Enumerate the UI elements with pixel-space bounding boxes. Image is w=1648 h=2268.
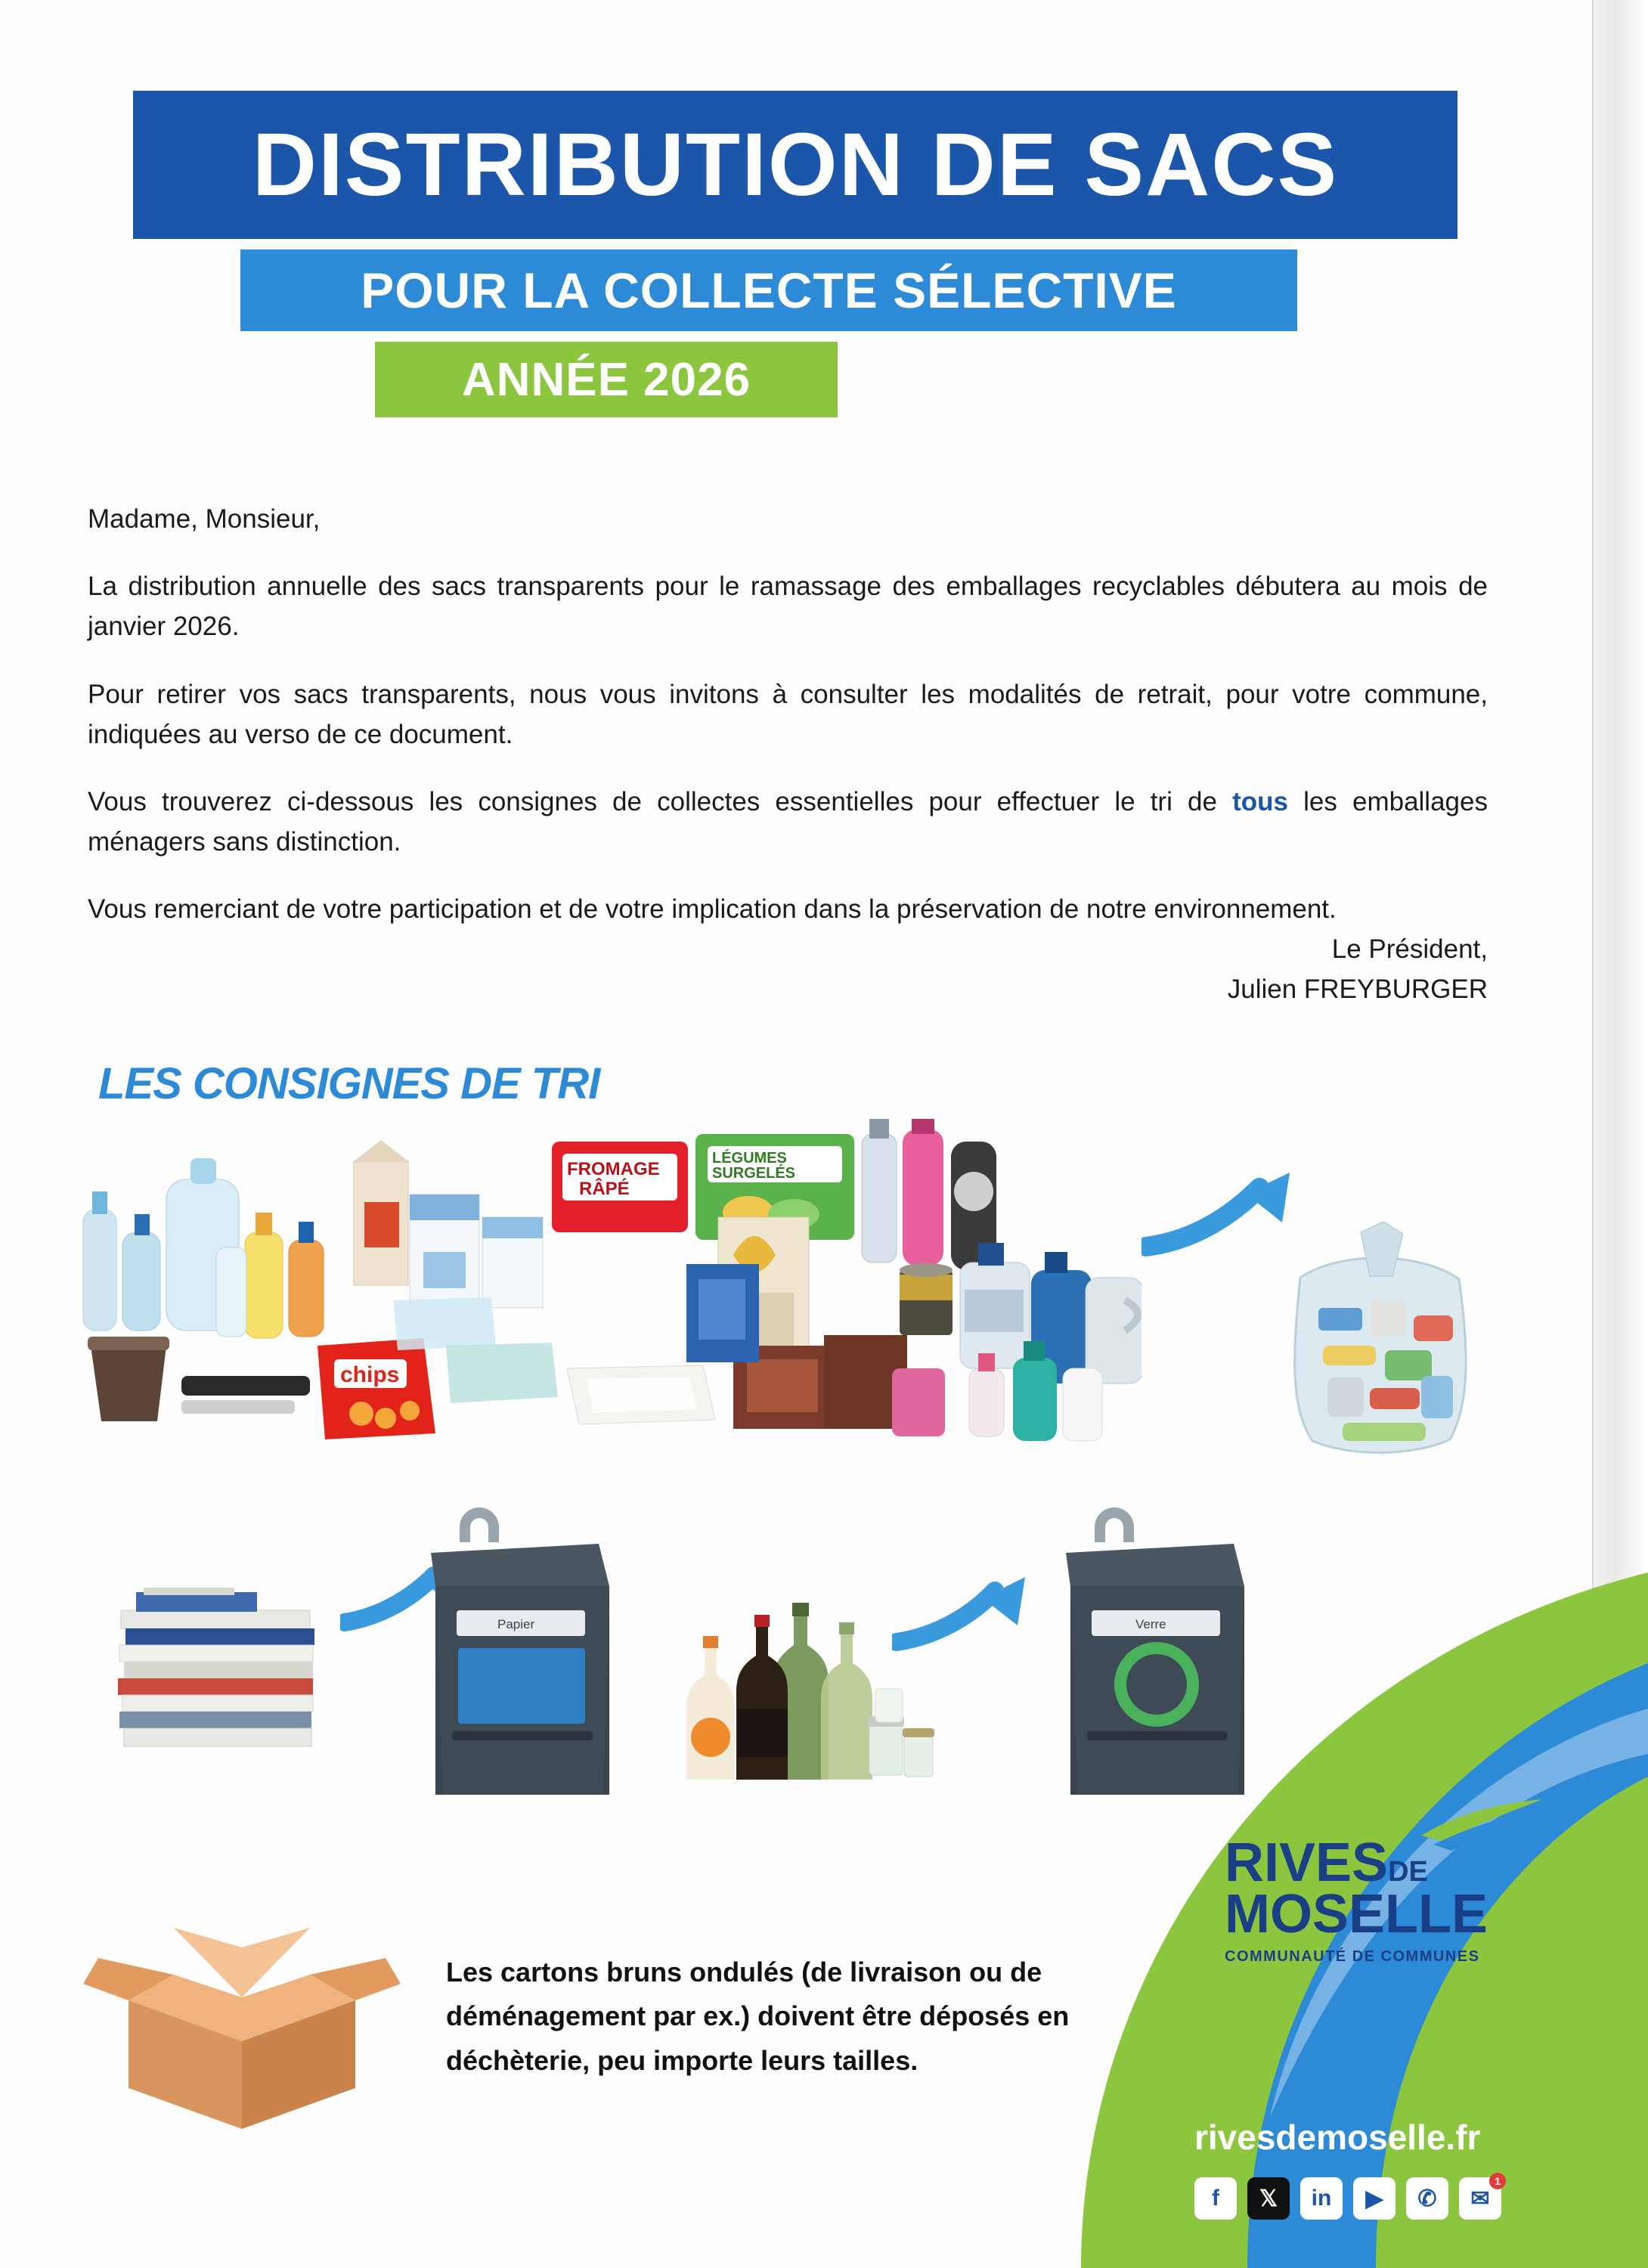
brand-de-text: DE <box>1388 1856 1428 1888</box>
letter-paragraph-3-before: Vous trouverez ci-dessous les consignes de collectes essentielles pour effectuer le tri de <box>88 786 1233 816</box>
cardboard-box-illustration <box>83 1928 401 2139</box>
newspapers-magazines-illustration <box>113 1588 340 1761</box>
page-subtitle: POUR LA COLLECTE SÉLECTIVE <box>361 262 1177 318</box>
letter-paragraph-3-after: les emballages ménagers sans distinction. <box>88 786 1488 857</box>
svg-text:LÉGUMES: LÉGUMES <box>712 1150 787 1167</box>
signature-name: Julien FREYBURGER <box>1227 974 1488 1004</box>
brand-logo <box>1225 1833 1497 1966</box>
letter-paragraph-2: Pour retirer vos sacs transparents, nous vous invitons à consulter les modalités de retrait, pour votre commune, indiquées au verso de ce document. <box>88 679 1488 749</box>
signature-role: Le Président, <box>1331 934 1488 964</box>
glass-bin-label-text: Verre <box>1135 1617 1166 1631</box>
section-title-consignes: LES CONSIGNES DE TRI <box>98 1059 600 1108</box>
brand-website[interactable]: rivesdemoselle.fr <box>1194 2118 1481 2157</box>
brand-name-line2: MOSELLE <box>1225 1884 1488 1945</box>
letter-emphasis-tous: tous <box>1232 786 1288 816</box>
svg-text:RÂPÉ: RÂPÉ <box>579 1179 630 1199</box>
letter-paragraph-4: Vous remerciant de votre participation et de votre implication dans la préservation de notre environnement. <box>88 894 1337 925</box>
paper-collection-bin-illustration <box>408 1504 620 1814</box>
brand-swoosh-icon <box>1414 1792 1550 1852</box>
header-subtitle-banner <box>240 249 1297 331</box>
header-year-banner <box>375 342 838 417</box>
carton-notice-text: Les cartons bruns ondulés (de livraison ou de déménagement par ex.) doivent être déposés en déchèterie, peu importe leurs tailles. <box>446 1957 1070 2076</box>
linkedin-icon[interactable]: in <box>1300 2177 1343 2220</box>
messenger-icon[interactable]: ✉ 1 <box>1459 2177 1501 2220</box>
svg-text:chips: chips <box>340 1362 400 1387</box>
svg-text:FROMAGE: FROMAGE <box>567 1159 660 1179</box>
x-twitter-icon[interactable]: 𝕏 <box>1247 2177 1290 2220</box>
brand-tagline: COMMUNAUTÉ DE COMMUNES <box>1225 1947 1480 1965</box>
paper-bin-label-text: Papier <box>497 1617 535 1631</box>
header-title-banner <box>133 91 1457 239</box>
letter-salutation: Madame, Monsieur, <box>88 504 321 534</box>
social-links <box>1194 2177 1501 2220</box>
svg-text:SURGELÉS: SURGELÉS <box>712 1165 796 1182</box>
messenger-badge: 1 <box>1489 2173 1506 2189</box>
letter-paragraph-1: La distribution annuelle des sacs transparents pour le ramassage des emballages recyclables débutera au mois de janvier 2026. <box>88 572 1488 642</box>
facebook-icon[interactable]: f <box>1194 2177 1237 2220</box>
whatsapp-icon[interactable]: ✆ <box>1406 2177 1448 2220</box>
brand-rives-text: RIVES <box>1225 1833 1389 1893</box>
page-year: ANNÉE 2026 <box>461 353 751 406</box>
youtube-icon[interactable]: ▶ <box>1353 2177 1396 2220</box>
page-title: DISTRIBUTION DE SACS <box>252 115 1339 215</box>
brand-swoosh-graphic <box>892 832 1648 2268</box>
